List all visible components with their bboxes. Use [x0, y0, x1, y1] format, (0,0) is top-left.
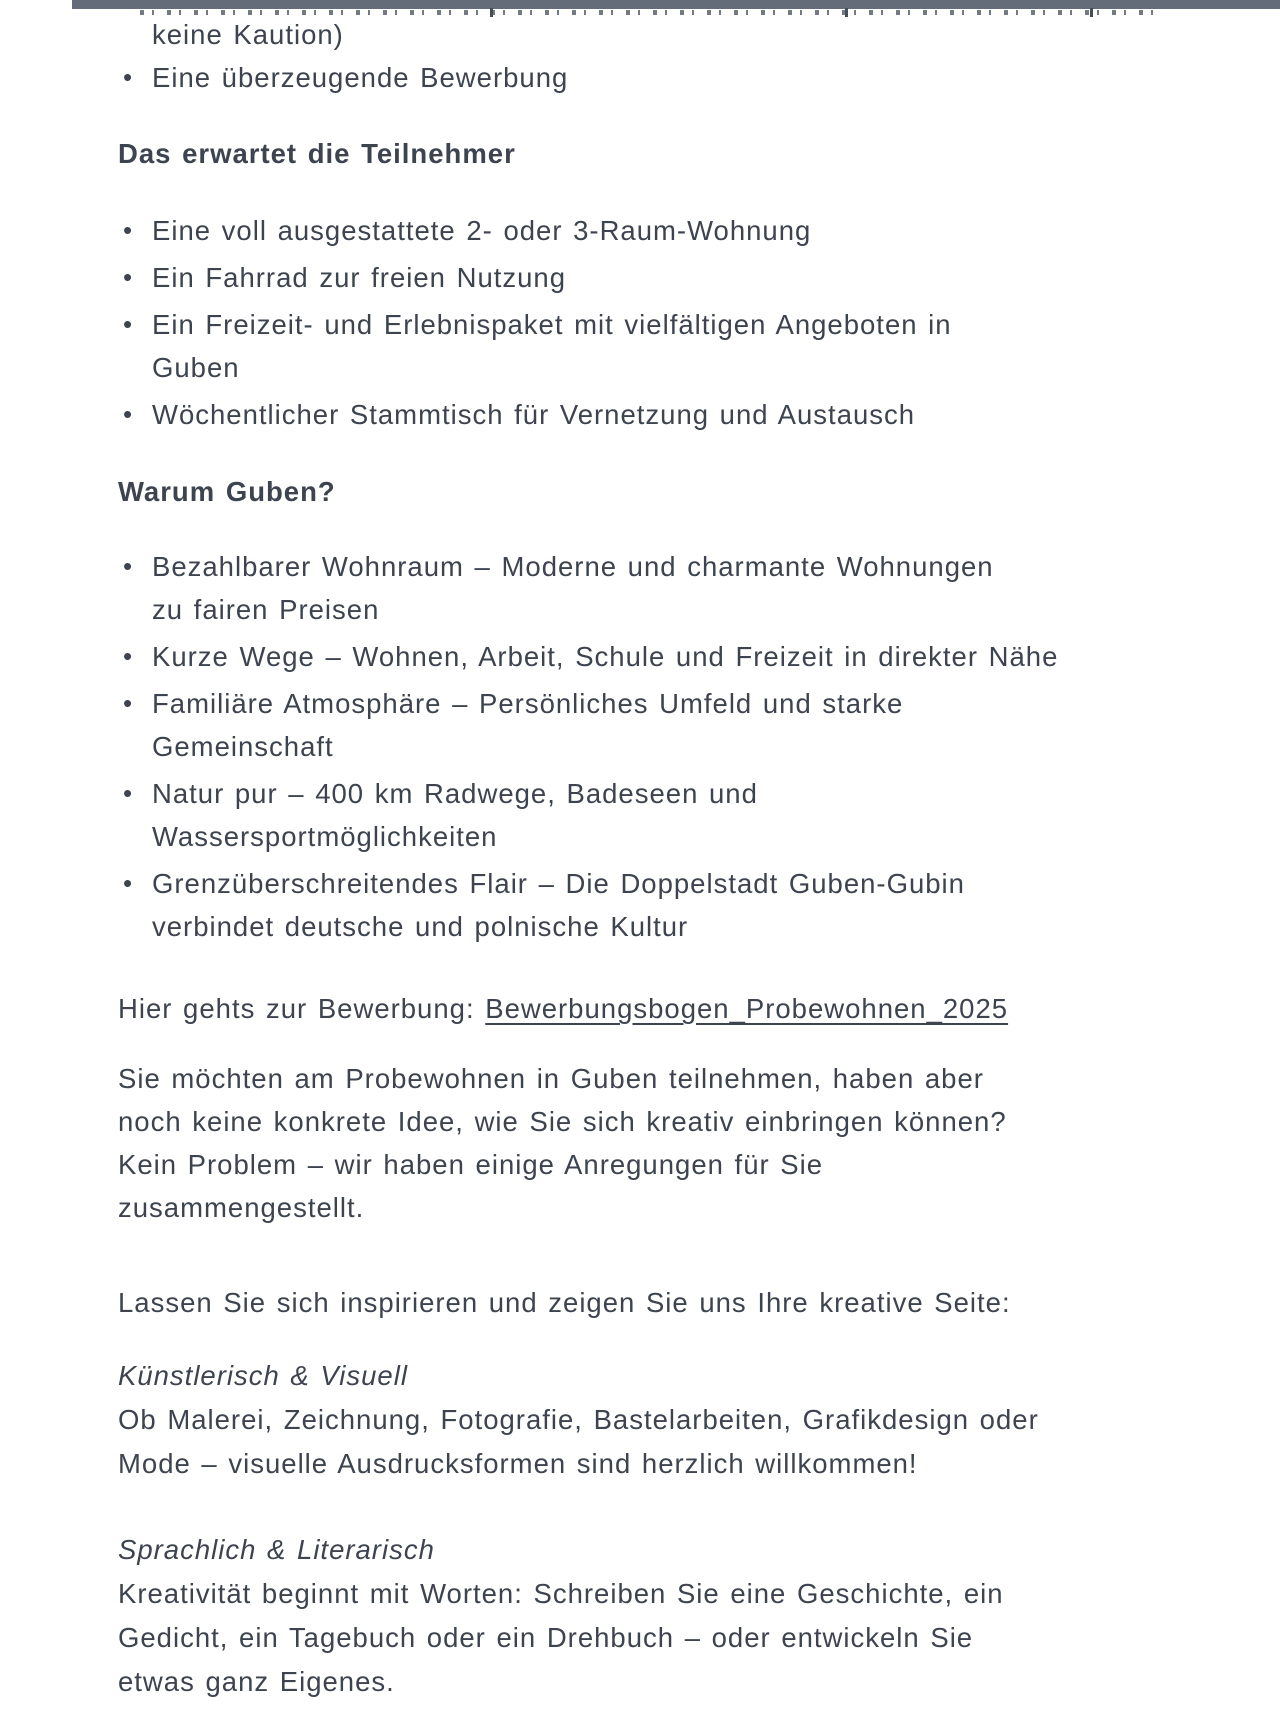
text-line: • Eine überzeugende Bewerbung: [152, 62, 569, 93]
idea-block-kuenstlerisch: [118, 1354, 1198, 1486]
text-line: • Ein Freizeit- und Erlebnispaket mit vielfältigen Angeboten in: [152, 309, 952, 340]
list-item: [118, 56, 1198, 99]
list-item: [118, 545, 1198, 631]
heading-das-erwartet: Das erwartet die Teilnehmer: [118, 138, 516, 169]
text-line: • Grenzüberschreitendes Flair – Die Doppelstadt Guben-Gubin: [152, 868, 965, 899]
why-guben-list: [118, 545, 1198, 948]
list-item: [118, 682, 1198, 768]
list-item: [118, 256, 1198, 299]
article-content: [118, 0, 1198, 1704]
list-item: [118, 862, 1198, 948]
text-line: verbindet deutsche und polnische Kultur: [152, 911, 689, 942]
idea-block-sprachlich: [118, 1528, 1198, 1704]
text-line: • Bezahlbarer Wohnraum – Moderne und charmante Wohnungen: [152, 551, 994, 582]
text-line: • Ein Fahrrad zur freien Nutzung: [152, 262, 567, 293]
text-line: etwas ganz Eigenes.: [118, 1666, 395, 1697]
list-item: [118, 303, 1198, 389]
text-line: zusammengestellt.: [118, 1192, 365, 1223]
text-line: Mode – visuelle Ausdrucksformen sind herzlich willkommen!: [118, 1448, 918, 1479]
list-item: [118, 209, 1198, 252]
text-line: Kein Problem – wir haben einige Anregungen für Sie: [118, 1149, 824, 1180]
text-line: Gemeinschaft: [152, 731, 334, 762]
text-line: Lassen Sie sich inspirieren und zeigen Sie uns Ihre kreative Seite:: [118, 1287, 1011, 1318]
text-line: • Wöchentlicher Stammtisch für Vernetzung und Austausch: [152, 399, 916, 430]
intro-paragraph: [118, 1057, 1198, 1229]
text-line: • Familiäre Atmosphäre – Persönliches Umfeld und starke: [152, 688, 904, 719]
list-item: [118, 635, 1198, 678]
text-line: zu fairen Preisen: [152, 594, 380, 625]
text-line: noch keine konkrete Idee, wie Sie sich kreativ einbringen können?: [118, 1106, 1007, 1137]
text-line: Wassersportmöglichkeiten: [152, 821, 498, 852]
text-line: Guben: [152, 352, 240, 383]
text-line: keine Kaution): [152, 19, 344, 50]
expectations-list: [118, 209, 1198, 436]
text-line: Gedicht, ein Tagebuch oder ein Drehbuch – oder entwickeln Sie: [118, 1622, 974, 1653]
text-line: • Eine voll ausgestattete 2- oder 3-Raum-Wohnung: [152, 215, 812, 246]
heading-warum-guben: Warum Guben?: [118, 476, 336, 507]
text-line: Kreativität beginnt mit Worten: Schreiben Sie eine Geschichte, ein: [118, 1578, 1004, 1609]
list-item: [118, 393, 1198, 436]
idea-title: Sprachlich & Literarisch: [118, 1534, 435, 1565]
text-line: Ob Malerei, Zeichnung, Fotografie, Bastelarbeiten, Grafikdesign oder: [118, 1404, 1039, 1435]
application-link-prefix: Hier gehts zur Bewerbung:: [118, 993, 486, 1024]
idea-title: Künstlerisch & Visuell: [118, 1360, 408, 1391]
list-item: [118, 772, 1198, 858]
list-item-continuation: [118, 13, 1198, 56]
text-line: Sie möchten am Probewohnen in Guben teilnehmen, haben aber: [118, 1063, 984, 1094]
application-link[interactable]: Bewerbungsbogen_Probewohnen_2025: [485, 993, 1009, 1024]
application-link-line: [118, 987, 1198, 1030]
inspiration-lead: [118, 1281, 1198, 1324]
text-line: • Kurze Wege – Wohnen, Arbeit, Schule und Freizeit in direkter Nähe: [152, 641, 1059, 672]
text-line: • Natur pur – 400 km Radwege, Badeseen und: [152, 778, 758, 809]
